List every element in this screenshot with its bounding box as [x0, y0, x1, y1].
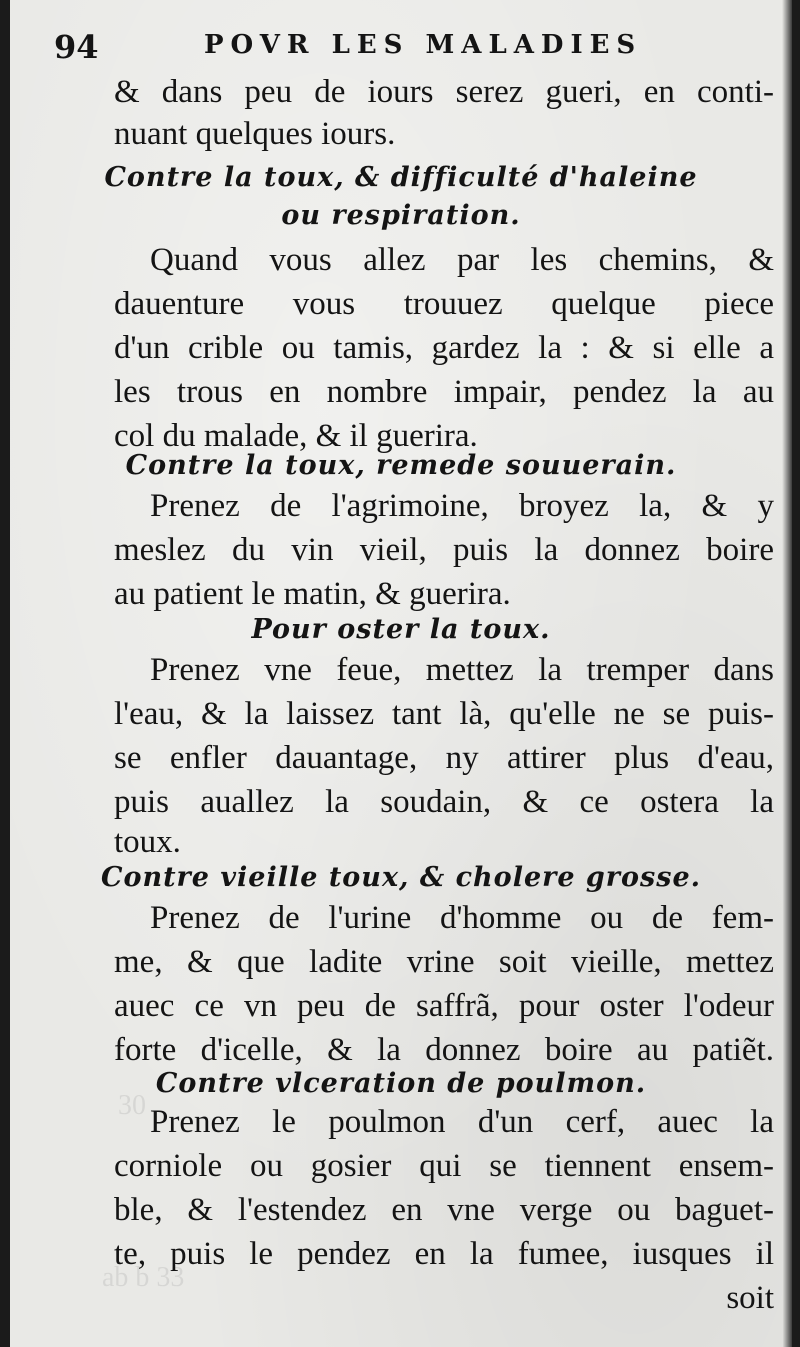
- text-line: l'eau, & la laissez tant là, qu'elle ne se puis-: [114, 696, 774, 732]
- text-line: te, puis le pendez en la fumee, iusques il: [114, 1236, 774, 1272]
- paragraph-first-line: Prenez de l'urine d'homme ou de fem-: [150, 900, 774, 936]
- section-heading: ou respiration.: [281, 200, 521, 231]
- text-line: meslez du vin vieil, puis la donnez boire: [114, 532, 774, 568]
- text-line: col du malade, & il guerira.: [114, 418, 478, 454]
- text-line: les trous en nombre impair, pendez la au: [114, 374, 774, 410]
- text-line: d'un crible ou tamis, gardez la : & si elle a: [114, 330, 774, 366]
- text-line: nuant quelques iours.: [114, 116, 396, 152]
- section-heading: Contre la toux, remede souuerain.: [125, 450, 677, 481]
- paragraph-first-line: Quand vous allez par les chemins, &: [150, 242, 774, 278]
- text-line: auec ce vn peu de saffrã, pour oster l'odeur: [114, 988, 774, 1024]
- section-heading: Contre la toux, & difficulté d'haleine: [104, 162, 698, 193]
- bleed-through-mark: ab b 33: [102, 1262, 185, 1293]
- book-page: [10, 0, 792, 1347]
- text-line: toux.: [114, 824, 181, 860]
- paragraph-first-line: Prenez de l'agrimoine, broyez la, & y: [150, 488, 774, 524]
- section-heading: Contre vlceration de poulmon.: [155, 1068, 647, 1099]
- section-heading: Pour oster la toux.: [251, 614, 551, 645]
- text-line: au patient le matin, & guerira.: [114, 576, 511, 612]
- paragraph-first-line: Prenez le poulmon d'un cerf, auec la: [150, 1104, 774, 1140]
- text-line: puis auallez la soudain, & ce ostera la: [114, 784, 774, 820]
- page-header: [54, 26, 754, 70]
- section-heading: Contre vieille toux, & cholere grosse.: [100, 862, 702, 893]
- text-line: me, & que ladite vrine soit vieille, mettez: [114, 944, 774, 980]
- page-number: 94: [54, 28, 99, 66]
- text-line: forte d'icelle, & la donnez boire au patiẽt.: [114, 1032, 774, 1068]
- text-line: & dans peu de iours serez gueri, en conti-: [114, 74, 774, 110]
- page-edge-shadow: [782, 0, 792, 1347]
- text-line: se enfler dauantage, ny attirer plus d'eau,: [114, 740, 774, 776]
- text-line: corniole ou gosier qui se tiennent ensem-: [114, 1148, 774, 1184]
- text-line: dauenture vous trouuez quelque piece: [114, 286, 774, 322]
- running-title: POVR LES MALADIES: [204, 30, 643, 60]
- bleed-through-mark: 30: [118, 1090, 146, 1121]
- catchword: soit: [726, 1280, 774, 1316]
- paragraph-first-line: Prenez vne feue, mettez la tremper dans: [150, 652, 774, 688]
- text-line: ble, & l'estendez en vne verge ou baguet-: [114, 1192, 774, 1228]
